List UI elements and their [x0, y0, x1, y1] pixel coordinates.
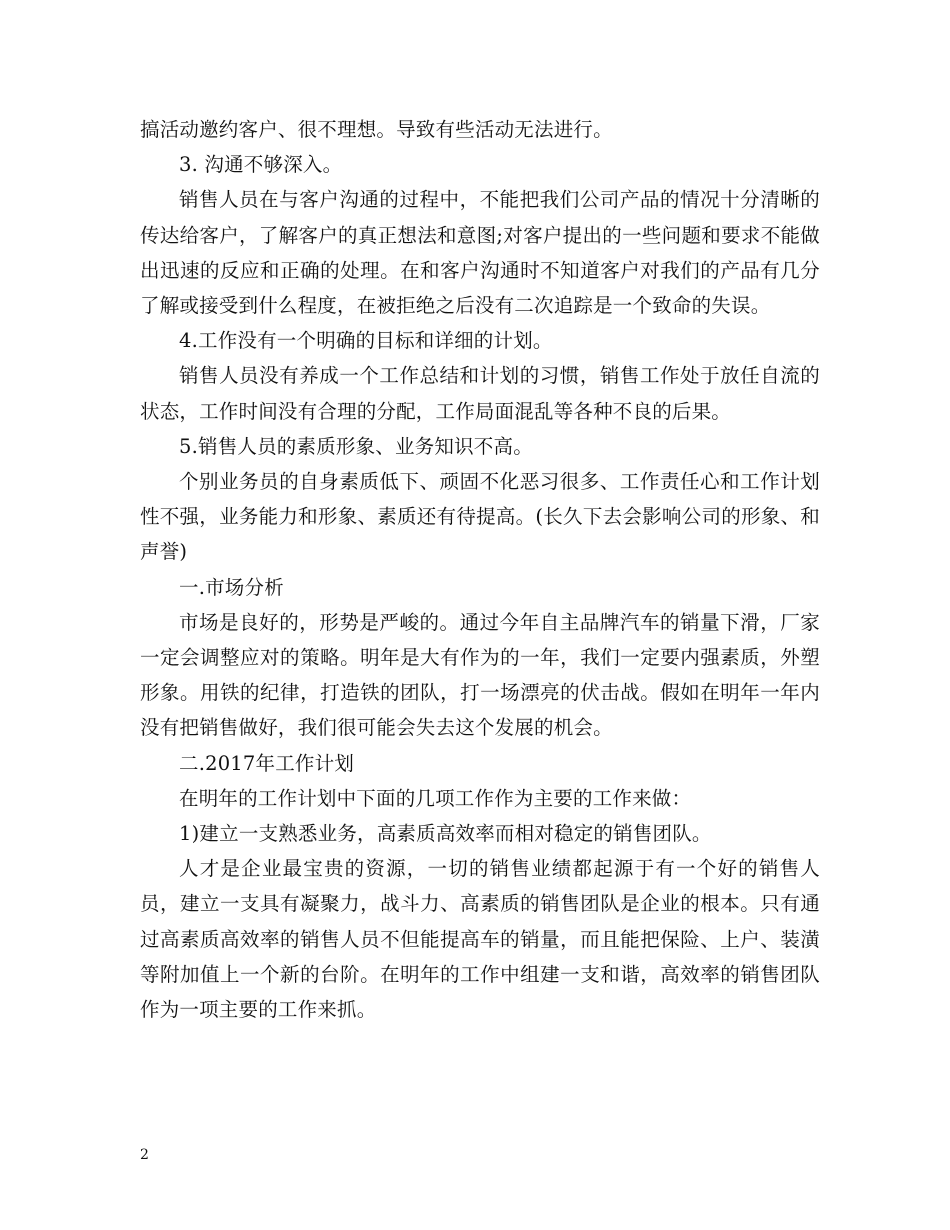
paragraph-team: 人才是企业最宝贵的资源，一切的销售业绩都起源于有一个好的销售人员，建立一支具有凝聚力，战斗力、高素质的销售团队是企业的根本。只有通过高素质高效率的销售人员不但能提高车的销量，而且能把保险、上户、装潢等附加值上一个新的台阶。在明年的工作中组建一支和谐，高效率的销售团队作为一项主要的工作来抓。	[140, 857, 820, 1022]
paragraph-quality: 个别业务员的自身素质低下、顽固不化恶习很多、工作责任心和工作计划性不强，业务能力和形象、素质还有待提高。(长久下去会影响公司的形象、和声誉)	[140, 470, 820, 564]
section-heading-work-plan: 二.2017年工作计划	[179, 751, 355, 775]
page-number: 2	[140, 1147, 149, 1163]
paragraph-continuation: 搞活动邀约客户、很不理想。导致有些活动无法进行。	[140, 118, 613, 141]
paragraph-communication: 销售人员在与客户沟通的过程中，不能把我们公司产品的情况十分清晰的传达给客户，了解客户的真正想法和意图;对客户提出的一些问题和要求不能做出迅速的反应和正确的处理。在和客户沟通时不知道客户对我们的产品有几分了解或接受到什么程度，在被拒绝之后没有二次追踪是一个致命的失误。	[140, 188, 820, 318]
document-body	[140, 112, 820, 1027]
list-heading-4: 4.工作没有一个明确的目标和详细的计划。	[179, 329, 553, 353]
paragraph-planning: 销售人员没有养成一个工作总结和计划的习惯，销售工作处于放任自流的状态，工作时间没有合理的分配，工作局面混乱等各种不良的后果。	[140, 364, 820, 423]
list-heading-plan-1: 1)建立一支熟悉业务，高素质高效率而相对稳定的销售团队。	[179, 822, 712, 846]
paragraph-plan-intro: 在明年的工作计划中下面的几项工作作为主要的工作来做：	[179, 786, 692, 810]
section-heading-market-analysis: 一.市场分析	[179, 575, 284, 599]
list-heading-5: 5.销售人员的素质形象、业务知识不高。	[179, 434, 533, 458]
list-heading-3: 3. 沟通不够深入。	[179, 153, 343, 177]
paragraph-market: 市场是良好的，形势是严峻的。通过今年自主品牌汽车的销量下滑，厂家一定会调整应对的策略。明年是大有作为的一年，我们一定要内强素质，外塑形象。用铁的纪律，打造铁的团队，打一场漂亮的伏击战。假如在明年一年内没有把销售做好，我们很可能会失去这个发展的机会。	[140, 610, 820, 740]
